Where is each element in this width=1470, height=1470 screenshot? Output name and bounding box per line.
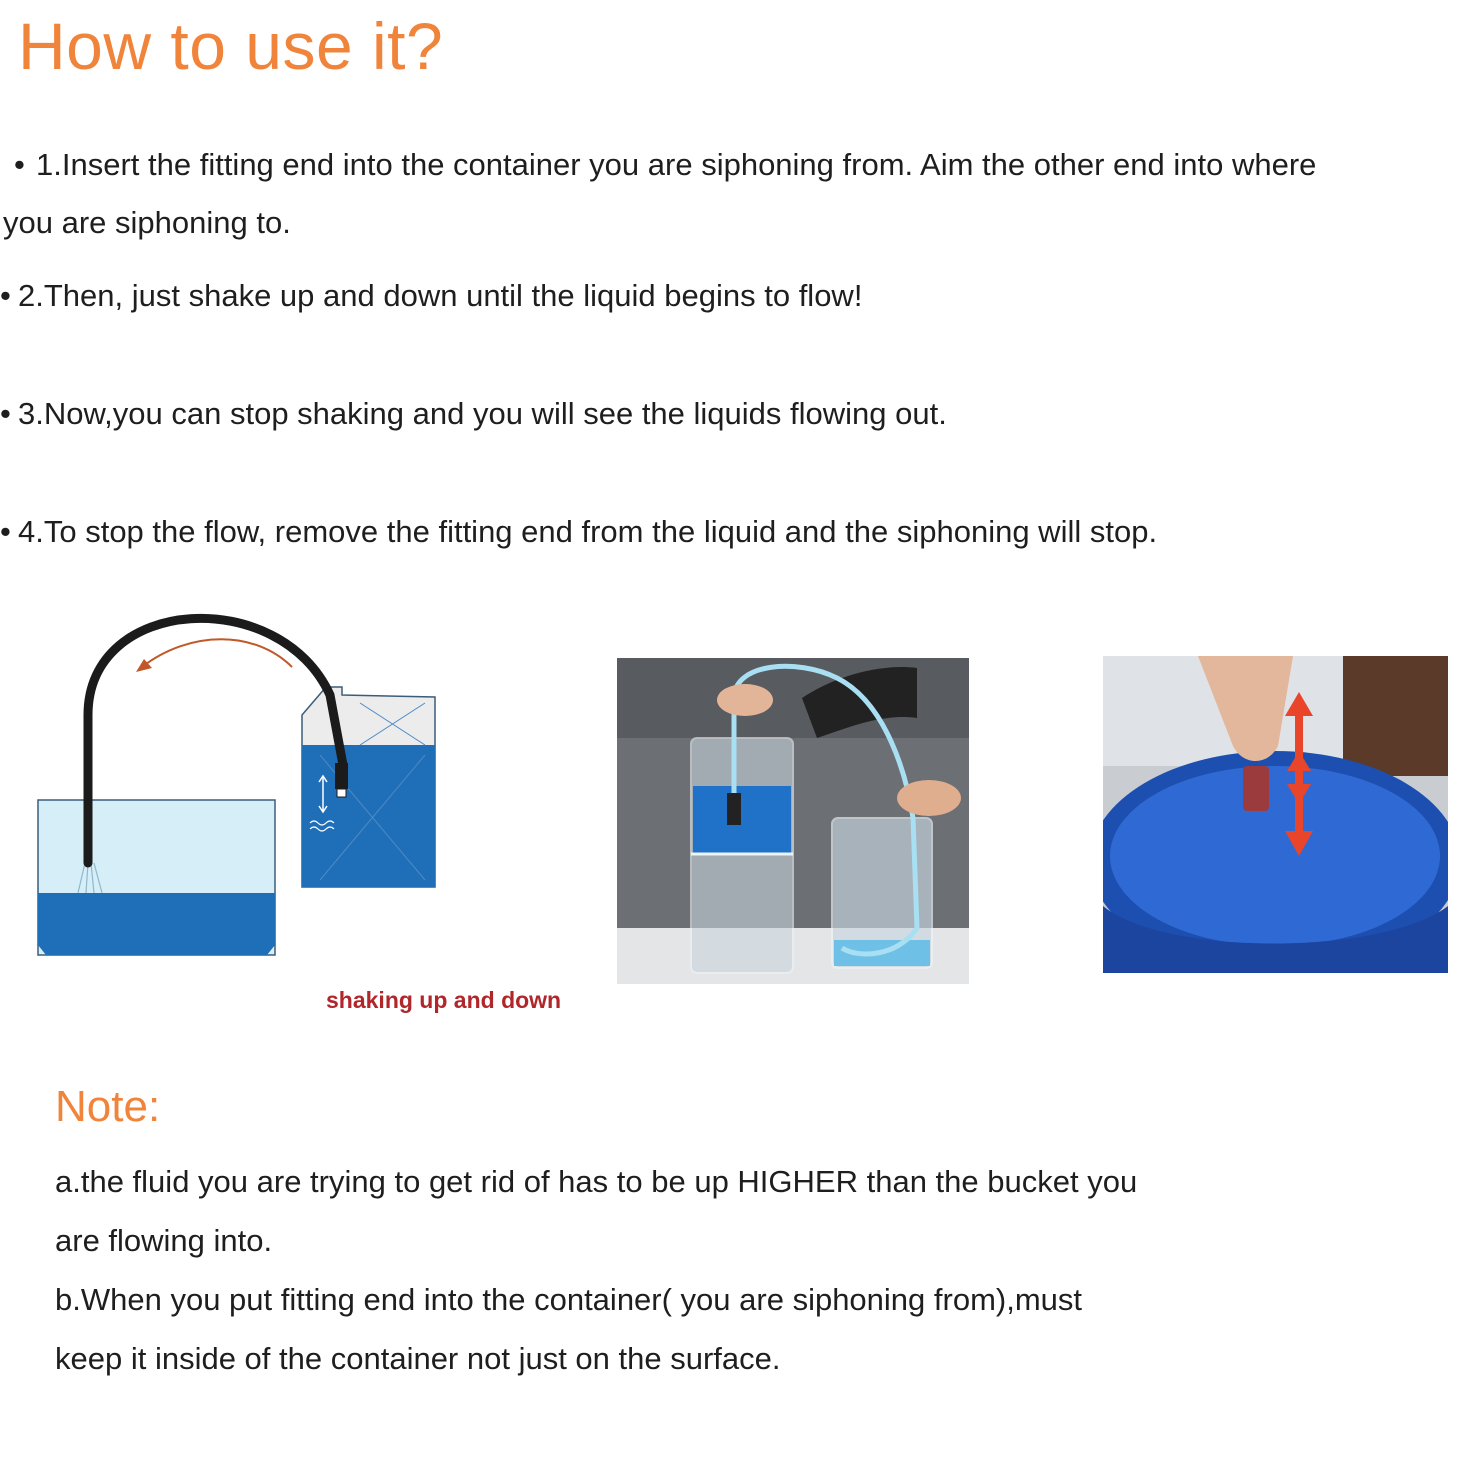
- step-1-text-continued: you are siphoning to.: [3, 205, 291, 240]
- shaking-fitting-photo-icon: [1103, 656, 1448, 973]
- siphon-cylinders-photo-icon: [617, 658, 969, 984]
- step-4: [0, 503, 1157, 561]
- step-3-text: 3.Now,you can stop shaking and you will see the liquids flowing out.: [18, 396, 947, 431]
- step-1-text: 1.Insert the fitting end into the container you are siphoning from. Aim the other end into where: [36, 147, 1317, 182]
- step-1: [0, 136, 1316, 252]
- step-2-text: 2.Then, just shake up and down until the liquid begins to flow!: [18, 278, 863, 313]
- note-a-text: a.the fluid you are trying to get rid of has to be up HIGHER than the bucket you: [55, 1164, 1138, 1199]
- step-3: [0, 385, 947, 443]
- siphon-diagram-icon: [30, 605, 570, 965]
- bullet: •: [0, 278, 11, 313]
- note-b: [55, 1270, 1082, 1388]
- bullet: •: [14, 147, 25, 182]
- step-4-text: 4.To stop the flow, remove the fitting end from the liquid and the siphoning will stop.: [18, 514, 1158, 549]
- page-title: How to use it?: [18, 9, 444, 83]
- note-a: [55, 1152, 1137, 1270]
- bullet: •: [0, 396, 11, 431]
- note-b-text: b.When you put fitting end into the container( you are siphoning from),must: [55, 1282, 1083, 1317]
- bullet: •: [0, 514, 11, 549]
- note-title: Note:: [55, 1082, 161, 1131]
- step-2: [0, 267, 862, 325]
- note-b-text-continued: keep it inside of the container not just on the surface.: [55, 1341, 781, 1376]
- diagram-caption: shaking up and down: [326, 987, 562, 1013]
- note-a-text-continued: are flowing into.: [55, 1223, 273, 1258]
